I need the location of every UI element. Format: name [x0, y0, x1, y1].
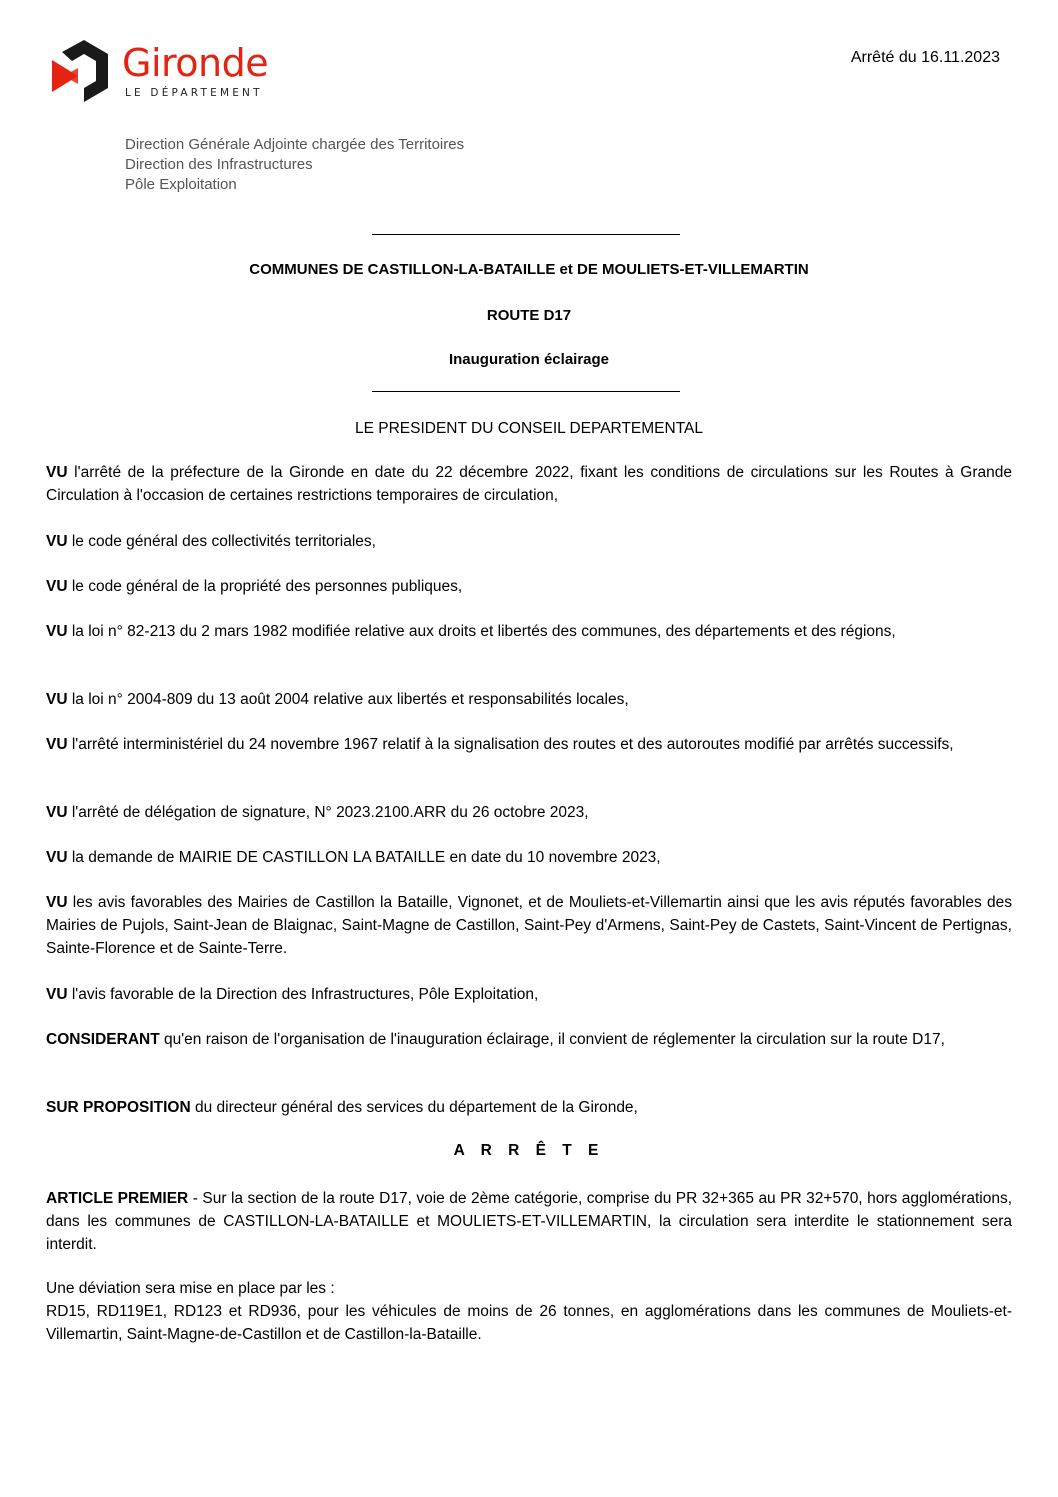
vu-paragraph: VU le code général de la propriété des personnes publiques,	[46, 578, 463, 595]
department-line: Direction des Infrastructures	[125, 156, 313, 173]
logo-wordmark: Gironde	[122, 41, 269, 85]
vu-paragraph: VU l'avis favorable de la Direction des Infrastructures, Pôle Exploitation,	[46, 986, 539, 1003]
route-title: ROUTE D17	[486, 307, 572, 324]
vu-paragraph: VU l'arrêté interministériel du 24 novembre 1967 relatif à la signalisation des routes et des autoroutes modifié par arrêtés successifs,	[46, 736, 954, 753]
proposition-paragraph: SUR PROPOSITION du directeur général des services du département de la Gironde,	[46, 1099, 638, 1116]
president-heading: LE PRESIDENT DU CONSEIL DEPARTEMENTAL	[355, 420, 703, 437]
article-premier: ARTICLE PREMIER - Sur la section de la route D17, voie de 2ème catégorie, comprise du PR 32+365 au PR 32+570, hors agglomérations, dans les communes de CASTILLON-LA-BATAILLE et MOULIETS-ET-VILLEMARTIN, la circulation sera interdite le stationnement sera interdit.	[46, 1190, 1012, 1253]
gironde-logo-icon	[50, 40, 116, 110]
department-line: Direction Générale Adjointe chargée des Territoires	[125, 136, 465, 153]
vu-paragraph: VU l'arrêté de la préfecture de la Gironde en date du 22 décembre 2022, fixant les conditions de circulations sur les Routes à Grande Circulation à l'occasion de certaines restrictions temporaires de circulation,	[46, 464, 1012, 504]
department-block	[125, 135, 464, 195]
deviation-text: RD15, RD119E1, RD123 et RD936, pour les véhicules de moins de 26 tonnes, en agglomérations dans les communes de Mouliets-et-Villemartin, Saint-Magne-de-Castillon et de Castillon-la-Bataille.	[46, 1303, 1012, 1343]
communes-title: COMMUNES DE CASTILLON-LA-BATAILLE et DE MOULIETS-ET-VILLEMARTIN	[249, 261, 809, 278]
vu-paragraph: VU la demande de MAIRIE DE CASTILLON LA BATAILLE en date du 10 novembre 2023,	[46, 849, 661, 866]
arrete-heading: A R R Ê T E	[453, 1142, 605, 1159]
deviation-intro: Une déviation sera mise en place par les :	[46, 1280, 335, 1297]
divider-bottom	[372, 391, 680, 392]
considerant-paragraph: CONSIDERANT qu'en raison de l'organisation de l'inauguration éclairage, il convient de réglementer la circulation sur la route D17,	[46, 1031, 945, 1048]
divider-top	[372, 234, 680, 235]
department-line: Pôle Exploitation	[125, 176, 237, 193]
logo-subtitle: LE DÉPARTEMENT	[125, 87, 263, 99]
gironde-logo	[50, 40, 310, 110]
document-date: Arrêté du 16.11.2023	[850, 49, 1000, 66]
vu-paragraph: VU l'arrêté de délégation de signature, N° 2023.2100.ARR du 26 octobre 2023,	[46, 804, 589, 821]
subject-title: Inauguration éclairage	[448, 351, 610, 368]
vu-paragraph: VU la loi n° 2004-809 du 13 août 2004 relative aux libertés et responsabilités locales,	[46, 691, 629, 708]
vu-paragraph: VU le code général des collectivités territoriales,	[46, 533, 376, 550]
vu-paragraph: VU la loi n° 82-213 du 2 mars 1982 modifiée relative aux droits et libertés des communes, des départements et des régions,	[46, 623, 896, 640]
vu-paragraph: VU les avis favorables des Mairies de Castillon la Bataille, Vignonet, et de Mouliets-et-Villemartin ainsi que les avis réputés favorables des Mairies de Pujols, Saint-Jean de Blaignac, Saint-Magne de Castillon, Saint-Pey d'Armens, Saint-Pey de Castets, Saint-Vincent de Pertignas, Sainte-Florence et de Sainte-Terre.	[46, 894, 1012, 957]
